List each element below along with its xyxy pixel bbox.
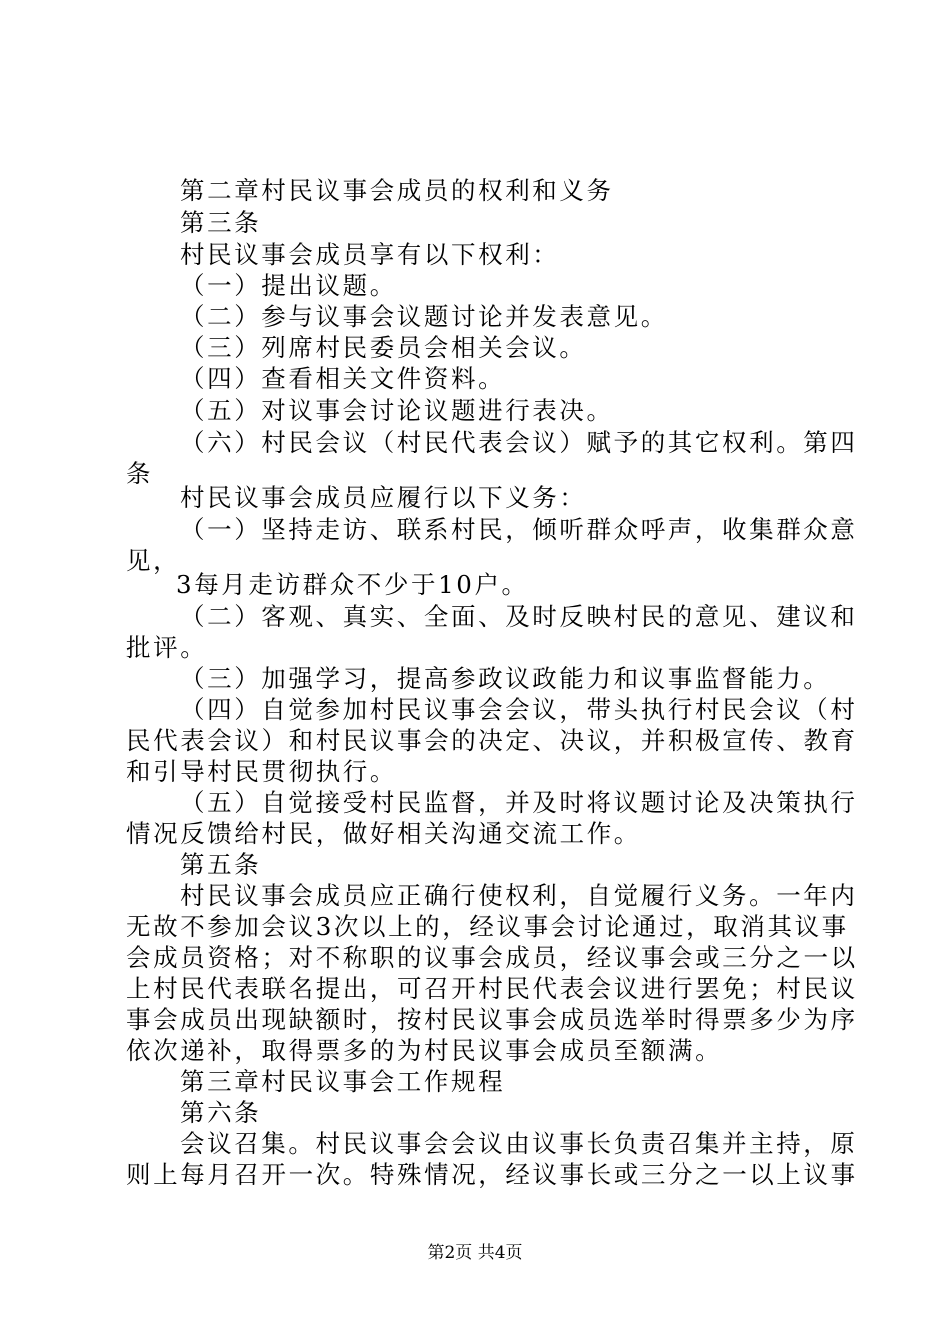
article-heading: 第五条 bbox=[180, 850, 262, 879]
paragraph-line: 村民议事会成员应履行以下义务： bbox=[180, 483, 587, 512]
chapter-heading: 第三章村民议事会工作规程 bbox=[180, 1067, 506, 1096]
paragraph-line: 依次递补，取得票多的为村民议事会成员至额满。 bbox=[126, 1036, 723, 1065]
paragraph-line: 村民议事会成员享有以下权利： bbox=[180, 240, 560, 269]
paragraph-line: 会议召集。村民议事会会议由议事长负责召集并主持，原 bbox=[180, 1129, 858, 1158]
chapter-heading: 第二章村民议事会成员的权利和义务 bbox=[180, 176, 614, 205]
list-item: （三）加强学习，提高参政议政能力和议事监督能力。 bbox=[180, 664, 831, 693]
paragraph-line: 和引导村民贯彻执行。 bbox=[126, 757, 397, 786]
paragraph-line: 则上每月召开一次。特殊情况，经议事长或三分之一以上议事 bbox=[126, 1160, 858, 1189]
list-item: （二）参与议事会议题讨论并发表意见。 bbox=[180, 302, 668, 331]
list-item: （二）客观、真实、全面、及时反映村民的意见、建议和 bbox=[180, 602, 858, 631]
paragraph-line: 批评。 bbox=[126, 633, 208, 662]
list-item: （五）自觉接受村民监督，并及时将议题讨论及决策执行 bbox=[180, 788, 858, 817]
list-item: （一）坚持走访、联系村民，倾听群众呼声，收集群众意 bbox=[180, 515, 858, 544]
paragraph-line: 会成员资格；对不称职的议事会成员，经议事会或三分之一以 bbox=[126, 943, 858, 972]
article-heading: 第六条 bbox=[180, 1098, 262, 1127]
list-item: （四）查看相关文件资料。 bbox=[180, 364, 506, 393]
paragraph-line: 民代表会议）和村民议事会的决定、决议，并积极宣传、教育 bbox=[126, 726, 858, 755]
list-item: （六）村民会议（村民代表会议）赋予的其它权利。第四 bbox=[180, 428, 858, 457]
list-item: （五）对议事会讨论议题进行表决。 bbox=[180, 396, 614, 425]
paragraph-line: 上村民代表联名提出，可召开村民代表会议进行罢免；村民议 bbox=[126, 974, 858, 1003]
page-number: 第2页 共4页 bbox=[427, 1243, 523, 1263]
paragraph-line: 事会成员出现缺额时，按村民议事会成员选举时得票多少为序 bbox=[126, 1005, 858, 1034]
paragraph-line: 村民议事会成员应正确行使权利，自觉履行义务。一年内 bbox=[180, 881, 858, 910]
paragraph-line: 情况反馈给村民，做好相关沟通交流工作。 bbox=[126, 819, 641, 848]
article-heading: 第三条 bbox=[180, 208, 262, 237]
paragraph-line: 3每月走访群众不少于10户。 bbox=[176, 570, 529, 599]
paragraph-line: 无故不参加会议3次以上的，经议事会讨论通过，取消其议事 bbox=[126, 912, 849, 941]
paragraph-line: 见， bbox=[126, 546, 181, 575]
paragraph-line: 条 bbox=[126, 459, 154, 488]
list-item: （四）自觉参加村民议事会会议，带头执行村民会议（村 bbox=[180, 695, 858, 724]
list-item: （一）提出议题。 bbox=[180, 271, 397, 300]
list-item: （三）列席村民委员会相关会议。 bbox=[180, 333, 587, 362]
